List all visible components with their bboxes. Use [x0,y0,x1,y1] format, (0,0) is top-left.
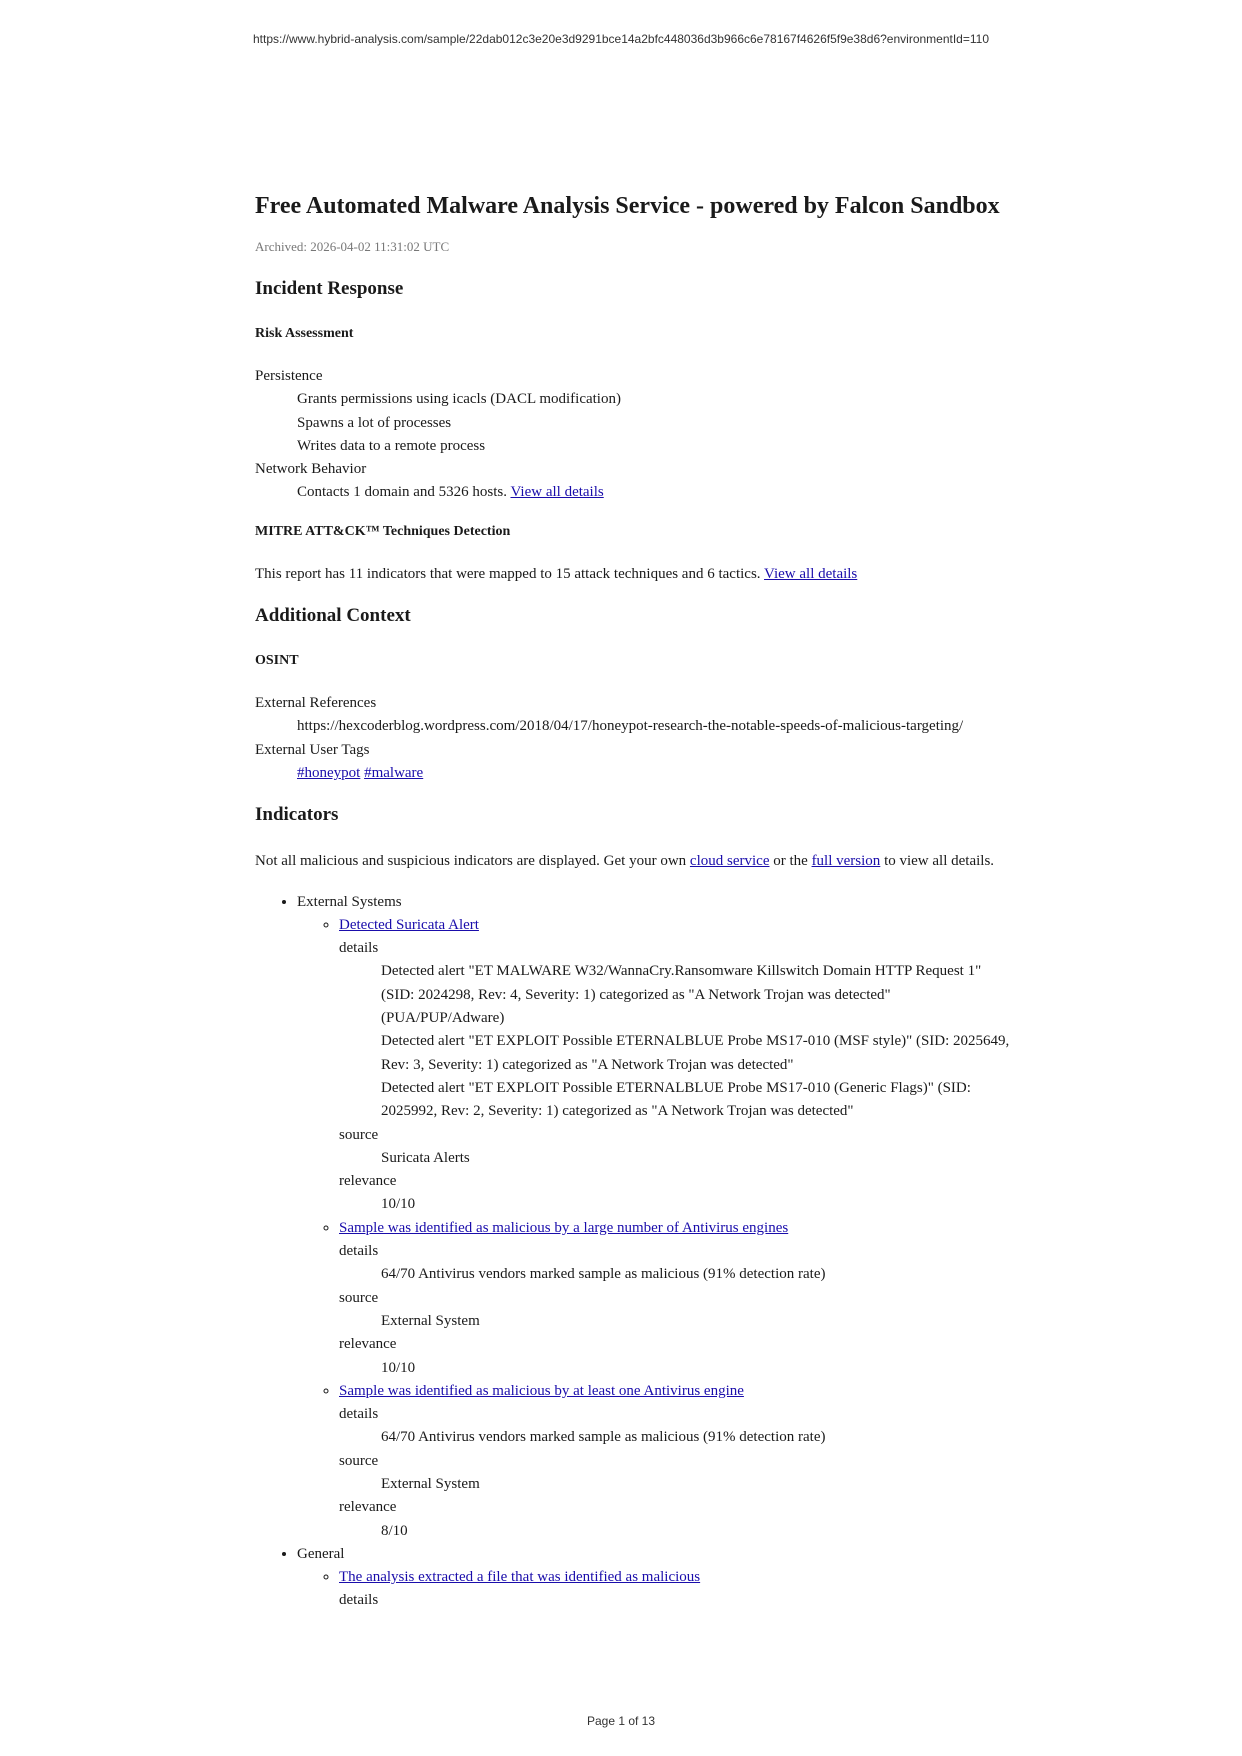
external-references-label: External References [255,695,377,712]
mitre-summary-text: This report has 11 indicators that were mapped to 15 attack techniques and 6 tactics. [255,565,761,582]
indicator-title-link[interactable]: Sample was identified as malicious by at least one Antivirus engine [339,1382,744,1399]
indicator-details [339,1403,1015,1543]
relevance-value: 8/10 [381,1522,408,1539]
indicator-details [339,1589,1015,1612]
indicators-intro [255,850,1015,873]
indicator-list [297,1566,1015,1613]
relevance-label: relevance [339,1499,397,1516]
indicator-item [339,1380,1015,1543]
page-url-header: https://www.hybrid-analysis.com/sample/22dab012c3e20e3d9291bce14a2bfc448036d3b966c6e78167f4626f5f9e38d6?environmentId=110 [252,32,989,46]
source-value: External System [381,1312,480,1329]
relevance-label: relevance [339,1336,397,1353]
external-reference-url: https://hexcoderblog.wordpress.com/2018/04/17/honeypot-research-the-notable-speeds-of-malicious-targeting/ [297,718,964,735]
additional-context-heading: Additional Context [255,605,411,627]
report-content [255,190,1015,1613]
osint-list [255,692,1015,785]
indicator-item [339,1566,1015,1613]
external-user-tags [297,762,1015,785]
indicator-group-general [297,1543,1015,1613]
indicator-title-link[interactable]: Detected Suricata Alert [339,916,479,933]
indicator-title-link[interactable]: Sample was identified as malicious by a large number of Antivirus engines [339,1219,789,1236]
archived-timestamp: Archived: 2026-04-02 11:31:02 UTC [255,239,450,254]
details-label: details [339,1406,379,1423]
cloud-service-link[interactable]: cloud service [689,853,770,870]
network-view-all-details-link[interactable]: View all details [510,484,604,501]
osint-heading: OSINT [255,653,299,669]
details-value: 64/70 Antivirus vendors marked sample as malicious (91% detection rate) [381,1266,826,1283]
persistence-item: Spawns a lot of processes [297,414,452,431]
mitre-view-all-details-link[interactable]: View all details [764,565,858,582]
details-label: details [339,1592,379,1609]
indicator-group-label: General [297,1545,345,1562]
network-behavior-label: Network Behavior [255,461,367,478]
relevance-value: 10/10 [381,1359,416,1376]
source-label: source [339,1126,379,1143]
tag-link-honeypot[interactable]: #honeypot [297,764,361,781]
source-value: External System [381,1475,480,1492]
details-label: details [339,1243,379,1260]
indicator-list [297,914,1015,1543]
source-label: source [339,1452,379,1469]
page-title: Free Automated Malware Analysis Service - powered by Falcon Sandbox [255,193,1000,219]
page-number-footer: Page 1 of 13 [586,1714,656,1728]
mitre-summary [255,563,1015,586]
indicator-item [339,914,1015,1217]
risk-assessment-heading: Risk Assessment [255,326,354,341]
intro-text: to view all details. [884,853,995,870]
indicator-details [339,937,1015,1217]
persistence-item: Grants permissions using icacls (DACL modification) [297,391,621,408]
indicator-title-link[interactable]: The analysis extracted a file that was identified as malicious [339,1569,701,1586]
source-label: source [339,1289,379,1306]
risk-assessment-list [255,365,1015,505]
intro-text: Not all malicious and suspicious indicators are displayed. Get your own [255,853,687,870]
mitre-heading: MITRE ATT&CK™ Techniques Detection [255,523,511,539]
details-value: Detected alert "ET EXPLOIT Possible ETERNALBLUE Probe MS17-010 (MSF style)" (SID: 2025649, Rev: 3, Severity: 1) categorized as "A Network Trojan was detected" [381,1033,1010,1073]
indicator-group-label: External Systems [297,893,402,910]
persistence-label: Persistence [255,368,323,384]
persistence-item: Writes data to a remote process [297,437,486,454]
details-label: details [339,940,379,957]
external-user-tags-label: External User Tags [255,741,370,758]
indicators-heading: Indicators [255,804,339,826]
full-version-link[interactable]: full version [811,853,881,870]
relevance-label: relevance [339,1173,397,1190]
details-value: Detected alert "ET MALWARE W32/WannaCry.Ransomware Killswitch Domain HTTP Request 1" (SID: 2024298, Rev: 4, Severity: 1) categorized as "A Network Trojan was detected" (PUA/PUP/Adware) [381,963,982,1027]
indicator-details [339,1240,1015,1380]
indicator-groups [255,891,1015,1613]
details-value: Detected alert "ET EXPLOIT Possible ETERNALBLUE Probe MS17-010 (Generic Flags)" (SID: 2025992, Rev: 2, Severity: 1) categorized as "A Network Trojan was detected" [381,1079,971,1120]
network-behavior-item [297,481,1015,504]
intro-text: or the [773,853,808,870]
indicator-item [339,1217,1015,1380]
incident-response-heading: Incident Response [255,278,404,299]
source-value: Suricata Alerts [381,1149,470,1166]
tag-link-malware[interactable]: #malware [364,764,424,781]
details-value: 64/70 Antivirus vendors marked sample as malicious (91% detection rate) [381,1429,826,1446]
relevance-value: 10/10 [381,1196,416,1213]
network-behavior-text: Contacts 1 domain and 5326 hosts. [297,484,507,501]
indicator-group-external-systems [297,891,1015,1543]
